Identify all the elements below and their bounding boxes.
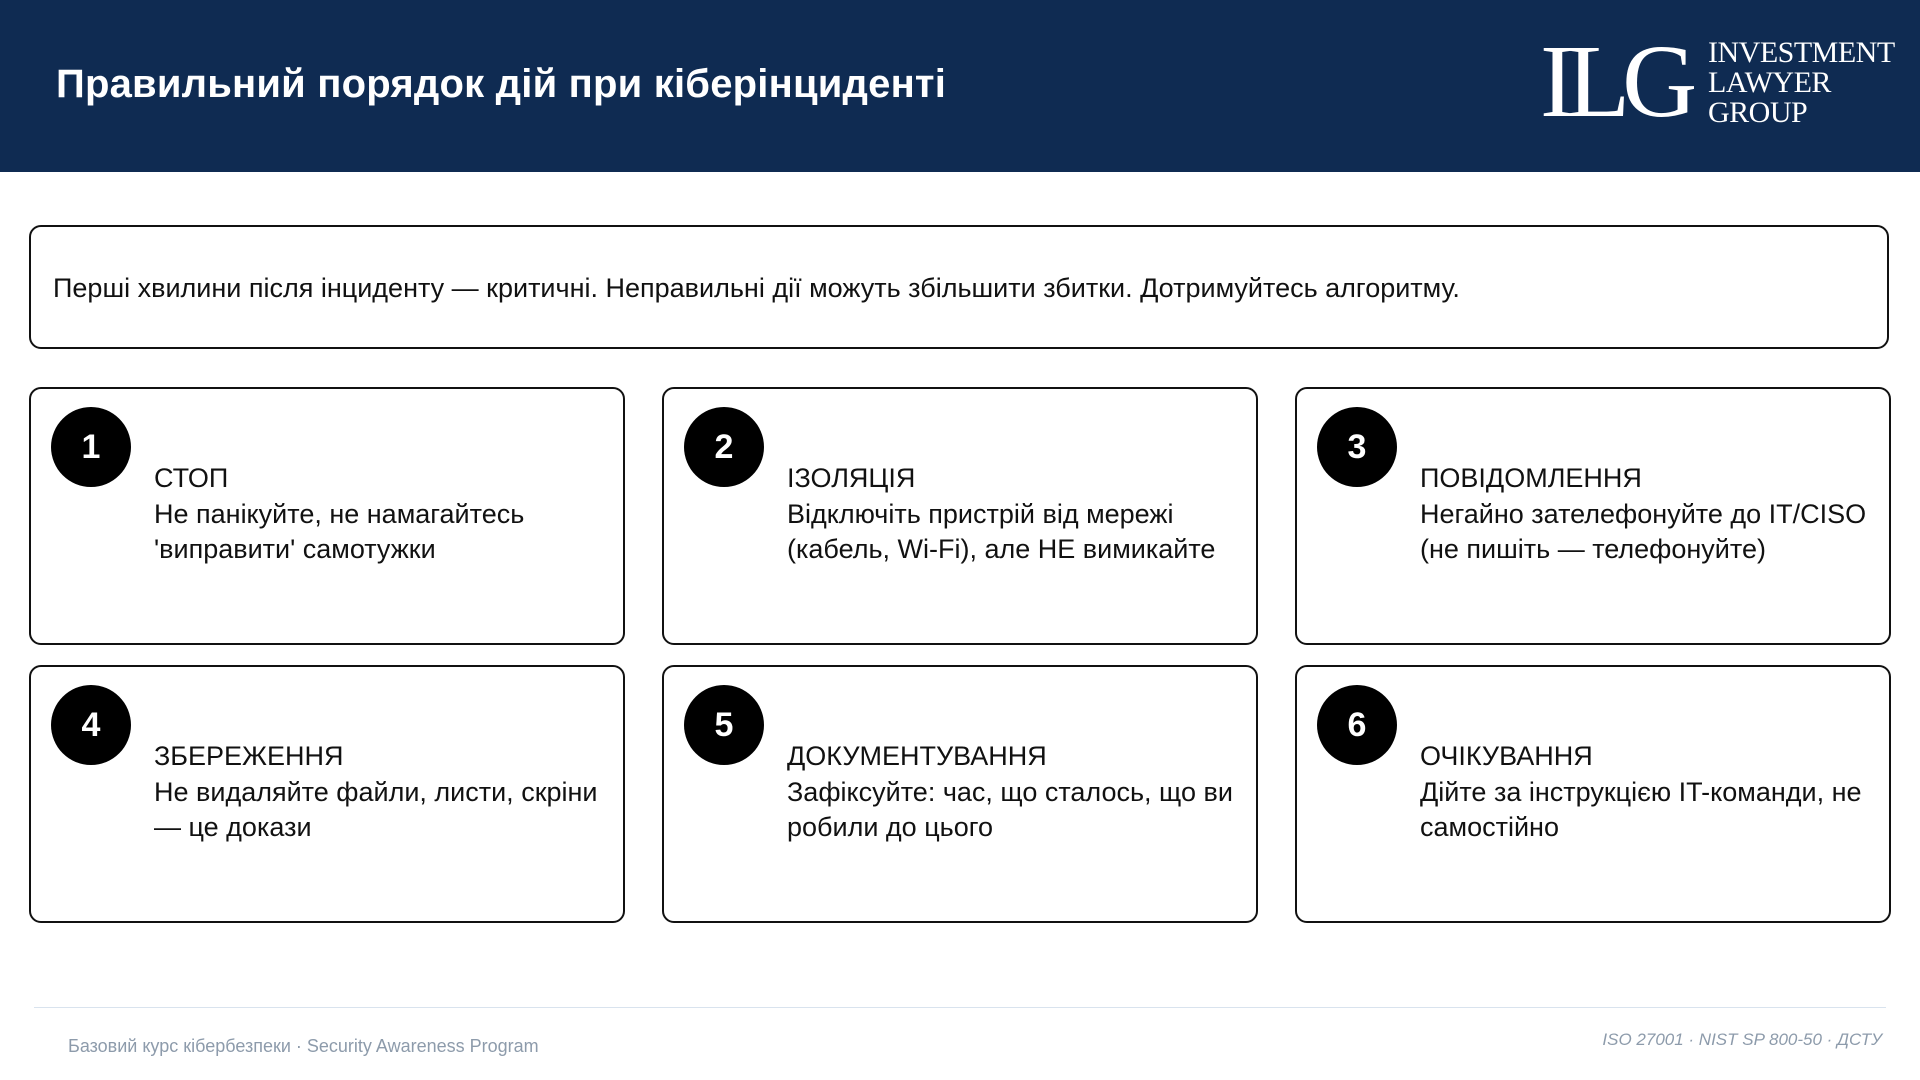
step-card-4	[29, 665, 625, 923]
footer-course-label: Базовий курс кібербезпеки · Security Awareness Program	[68, 1036, 539, 1056]
step-number-badge: 4	[51, 685, 131, 765]
step-title: ПОВІДОМЛЕННЯ	[1420, 463, 1642, 493]
step-number-badge: 6	[1317, 685, 1397, 765]
step-description: Негайно зателефонуйте до IT/CISO (не пишіть — телефонуйте)	[1420, 499, 1867, 564]
logo-wordmark	[1708, 38, 1895, 128]
footer-standards-label: ISO 27001 · NIST SP 800-50 · ДСТУ	[1602, 1030, 1882, 1049]
step-description: Не панікуйте, не намагайтесь 'виправити' самотужки	[154, 499, 525, 564]
step-card-2	[662, 387, 1258, 645]
step-title: ЗБЕРЕЖЕННЯ	[154, 741, 344, 771]
step-title: ОЧІКУВАННЯ	[1420, 741, 1593, 771]
step-card-6	[1295, 665, 1891, 923]
step-number-badge: 5	[684, 685, 764, 765]
logo-line: GROUP	[1708, 96, 1808, 129]
logo-line: INVESTMENT	[1708, 36, 1895, 69]
step-description: Дійте за інструкцією IT-команди, не самостійно	[1420, 777, 1862, 842]
step-description: Не видаляйте файли, листи, скріни — це докази	[154, 777, 598, 842]
header-bar	[0, 0, 1920, 172]
step-title: СТОП	[154, 463, 229, 493]
footer-divider	[34, 1007, 1886, 1008]
step-title: ДОКУМЕНТУВАННЯ	[787, 741, 1047, 771]
step-description: Зафіксуйте: час, що сталось, що ви робили до цього	[787, 777, 1233, 842]
step-card-3	[1295, 387, 1891, 645]
step-number-badge: 2	[684, 407, 764, 487]
ilg-logo	[1540, 24, 1895, 139]
step-description: Відключіть пристрій від мережі (кабель, Wi-Fi), але НЕ вимикайте	[787, 499, 1216, 564]
step-number-badge: 3	[1317, 407, 1397, 487]
page-title: Правильний порядок дій при кіберінциденті	[56, 62, 947, 106]
intro-box	[29, 225, 1889, 349]
step-title: ІЗОЛЯЦІЯ	[787, 463, 916, 493]
logo-line: LAWYER	[1708, 66, 1831, 99]
step-card-5	[662, 665, 1258, 923]
logo-mark: ILG	[1540, 24, 1690, 139]
step-card-1	[29, 387, 625, 645]
step-number-badge: 1	[51, 407, 131, 487]
intro-text: Перші хвилини після інциденту — критичні. Неправильні дії можуть збільшити збитки. Дотримуйтесь алгоритму.	[53, 273, 1460, 303]
